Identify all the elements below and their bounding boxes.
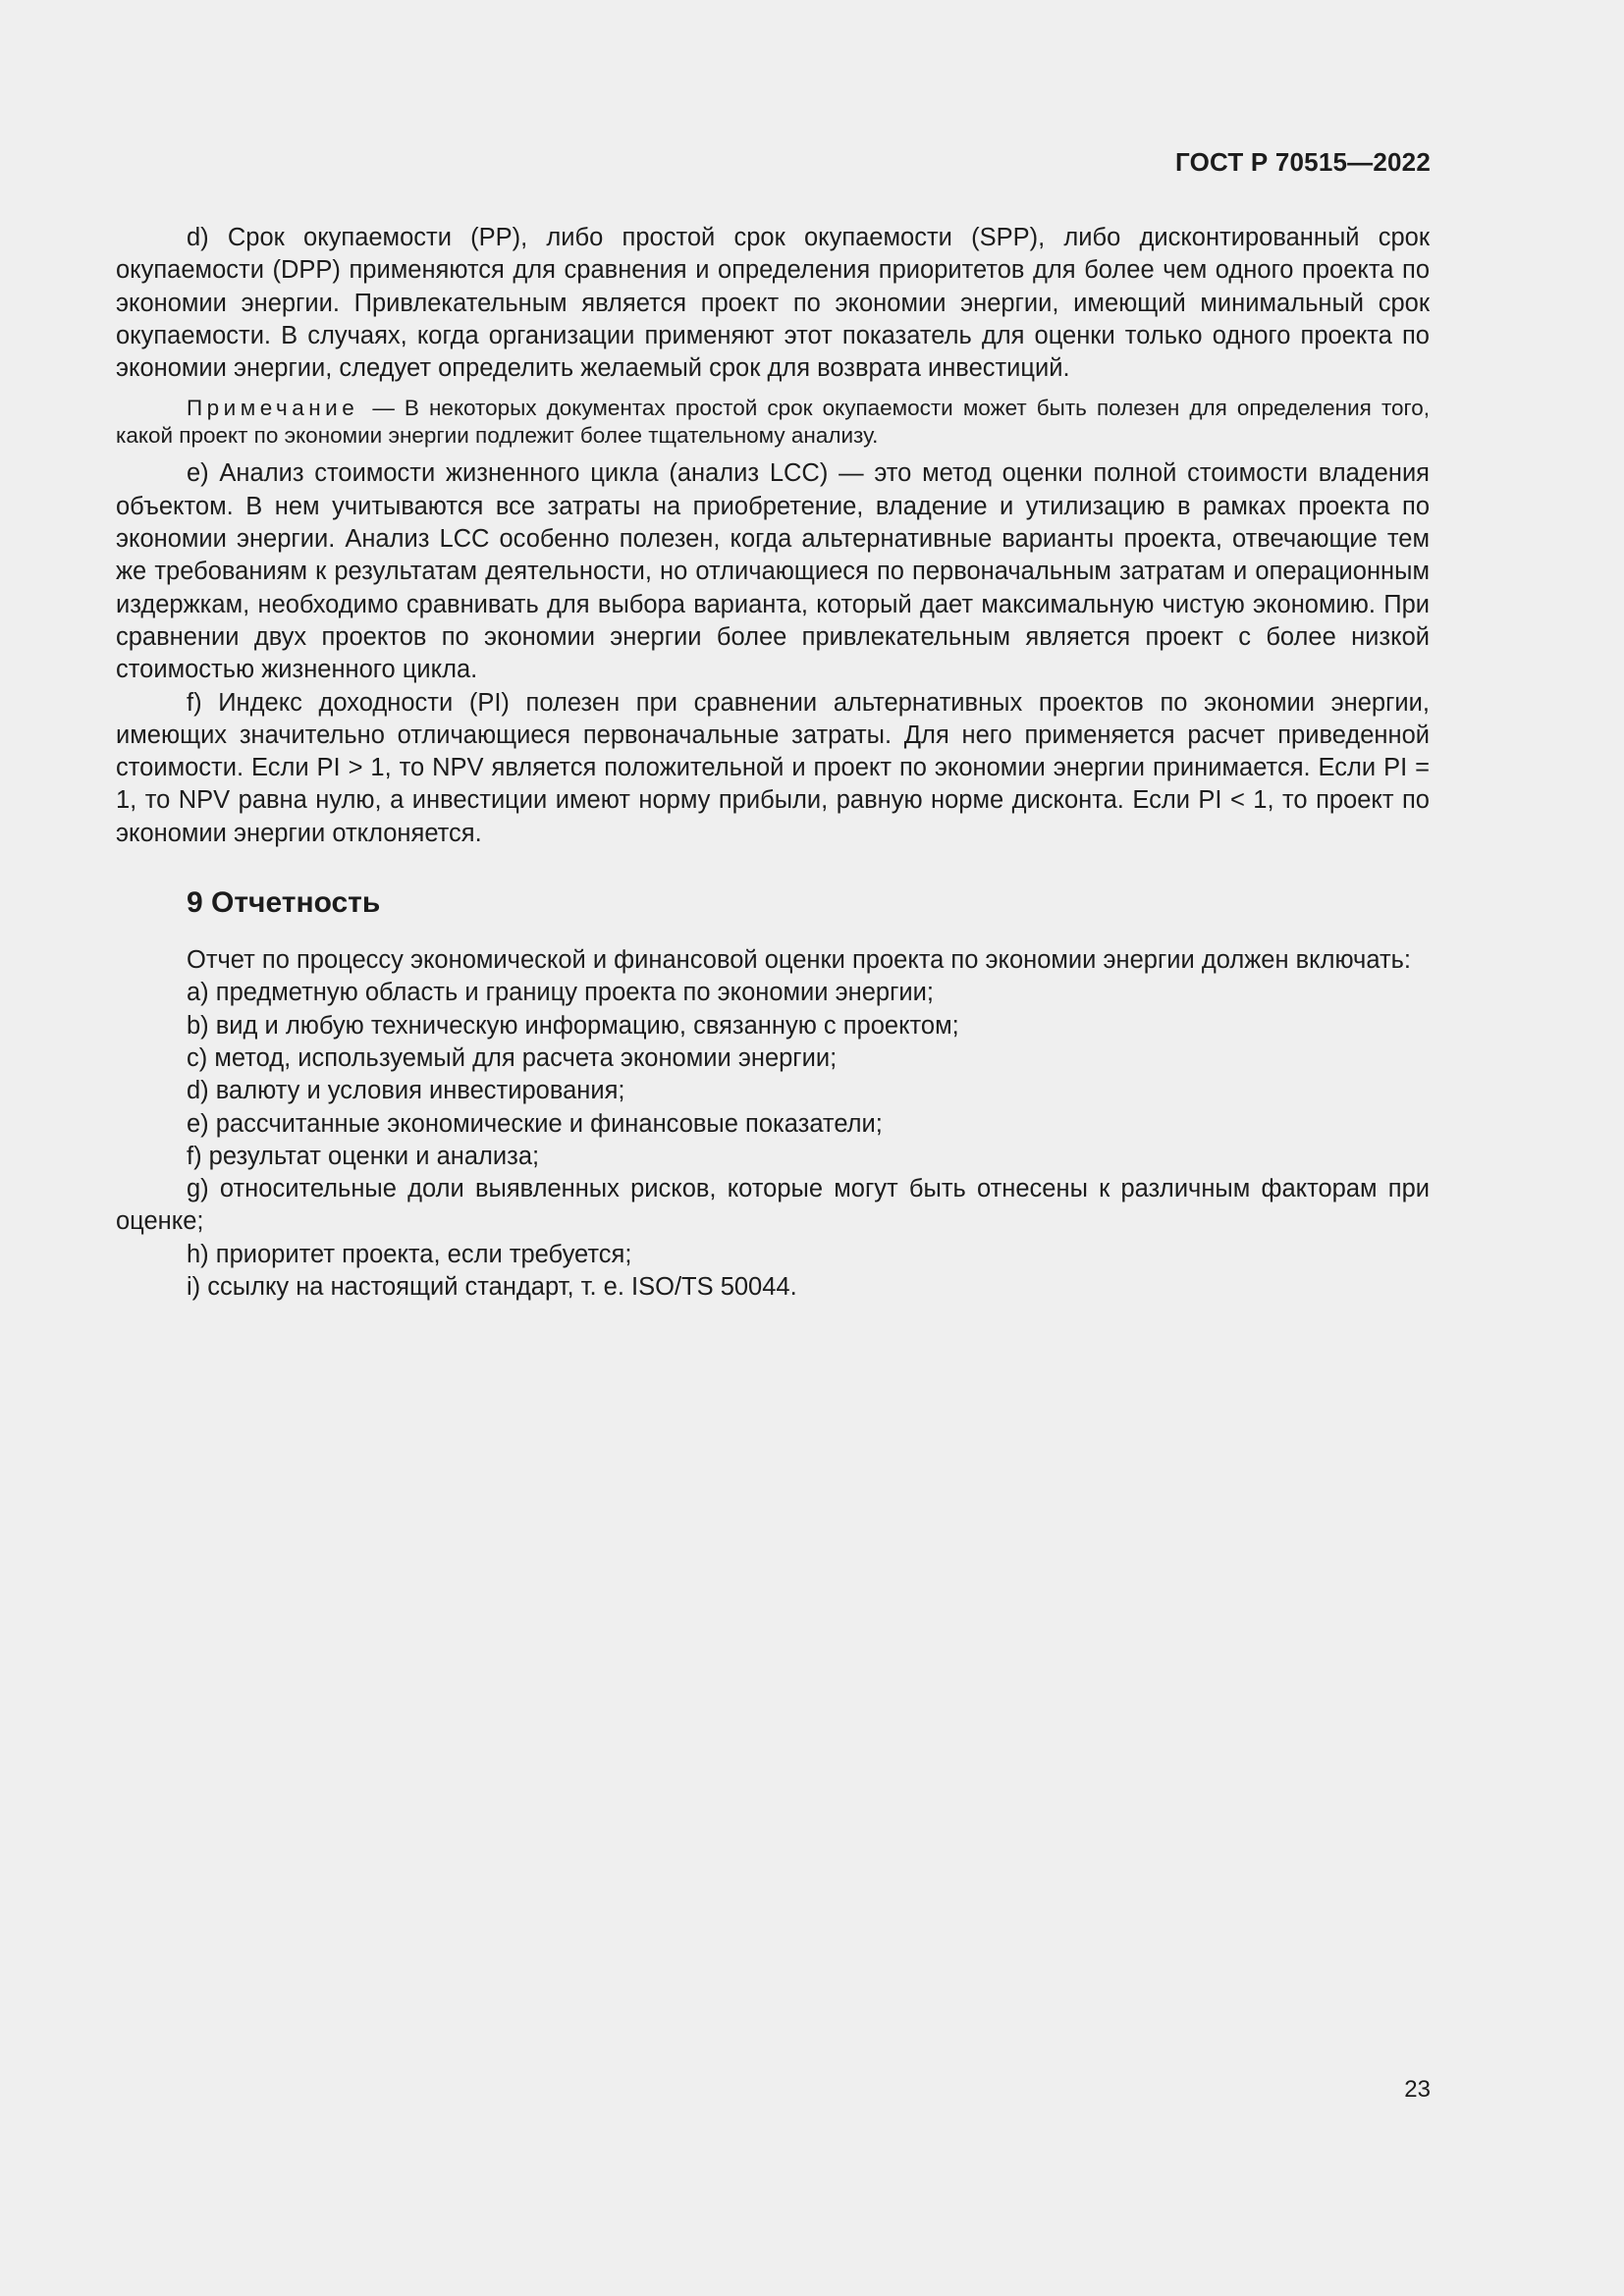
document-code-header: ГОСТ Р 70515—2022 <box>1175 147 1431 177</box>
report-contents-list <box>116 977 1430 1304</box>
list-item: b) вид и любую техническую информацию, связанную с проектом; <box>187 1011 959 1040</box>
list-item: e) рассчитанные экономические и финансовые показатели; <box>187 1109 883 1138</box>
page-number: 23 <box>1404 2076 1431 2103</box>
note-label: Примечание <box>187 396 359 421</box>
list-item: c) метод, используемый для расчета экономии энергии; <box>187 1043 838 1072</box>
list-item: a) предметную область и границу проекта по экономии энергии; <box>187 979 934 1007</box>
paragraph-e-lcc-analysis: e) Анализ стоимости жизненного цикла (анализ LCC) — это метод оценки полной стоимости владения объектом. В нем учитываются все затраты на приобретение, владение и утилизацию в рамках проекта по экономии энергии. Анализ LCC особенно полезен, когда альтернативные варианты проекта, отвечающие тем же требованиям к результатам деятельности, но отличающиеся по первоначальным затратам и операционным издержкам, необходимо сравнивать для выбора варианта, который дает максимальную чистую экономию. При сравнении двух проектов по экономии энергии более привлекательным является проект с более низкой стоимостью жизненного цикла. <box>116 459 1430 684</box>
page-content <box>116 222 1430 1304</box>
note-text: — В некоторых документах простой срок окупаемости может быть полезен для определения того, какой проект по экономии энергии подлежит более тщательному анализу. <box>116 396 1430 449</box>
paragraph-d-payback-period: d) Срок окупаемости (PP), либо простой срок окупаемости (SPP), либо дисконтированный срок окупаемости (DPP) применяются для сравнения и определения приоритетов для более чем одного проекта по экономии энергии. Привлекательным является проект по экономии энергии, имеющий минимальный срок окупаемости. В случаях, когда организации применяют этот показатель для оценки только одного проекта по экономии энергии, следует определить желаемый срок для возврата инвестиций. <box>116 224 1430 383</box>
paragraph-f-profitability-index: f) Индекс доходности (PI) полезен при сравнении альтернативных проектов по экономии энергии, имеющих значительно отличающиеся первоначальные затраты. Для него применяется расчет приведенной стоимости. Если PI > 1, то NPV является положительной и проект по экономии энергии принимается. Если PI = 1, то NPV равна нулю, а инвестиции имеют норму прибыли, равную норме дисконта. Если PI < 1, то проект по экономии энергии отклоняется. <box>116 688 1430 847</box>
list-item: d) валюту и условия инвестирования; <box>187 1077 625 1105</box>
list-item: h) приоритет проекта, если требуется; <box>187 1240 632 1268</box>
note-block <box>116 395 1430 450</box>
section-title-reporting: 9 Отчетность <box>187 886 381 920</box>
section-intro: Отчет по процессу экономической и финансовой оценки проекта по экономии энергии должен включать: <box>187 946 1412 975</box>
list-item: i) ссылку на настоящий стандарт, т. е. ISO/TS 50044. <box>187 1273 797 1302</box>
list-item: f) результат оценки и анализа; <box>187 1142 540 1170</box>
list-item: g) относительные доли выявленных рисков, которые могут быть отнесены к различным факторам при оценке; <box>116 1175 1430 1236</box>
